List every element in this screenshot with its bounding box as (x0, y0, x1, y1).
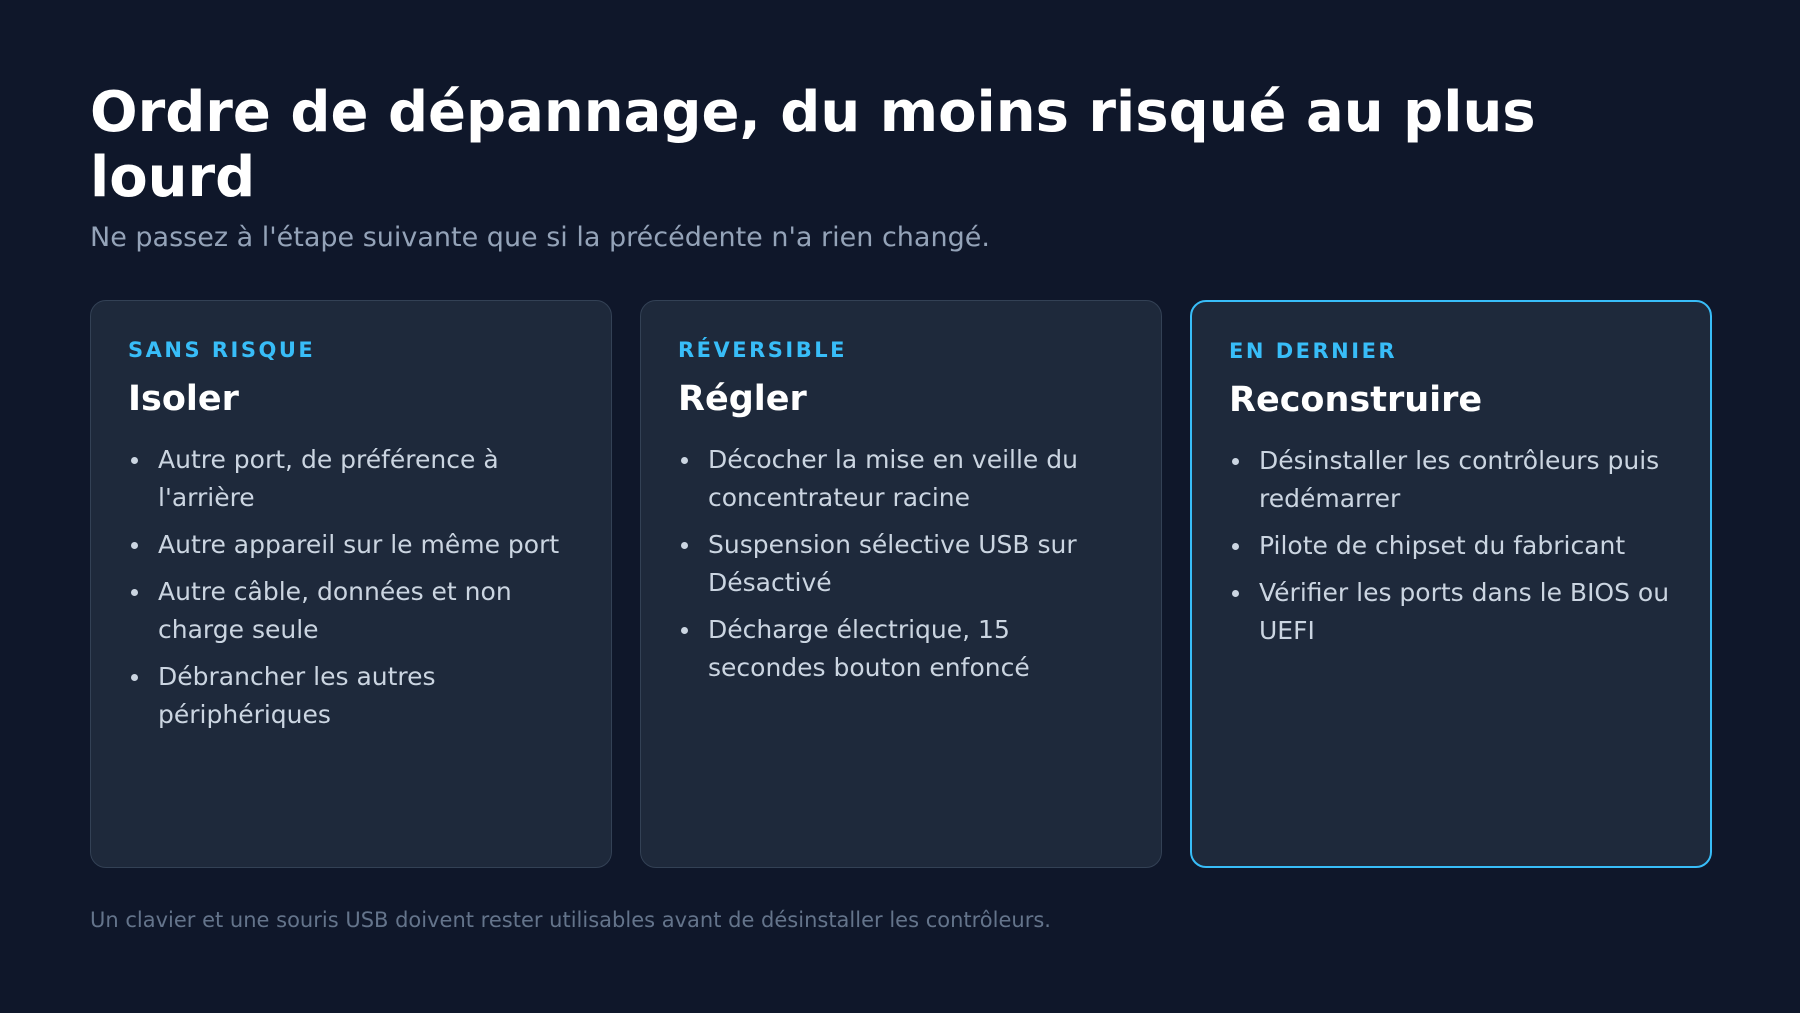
card-eyebrow: SANS RISQUE (128, 338, 316, 362)
card-title: Reconstruire (1229, 380, 1483, 420)
list-item (128, 658, 575, 734)
bullet-dot-icon (131, 542, 138, 549)
list-item-text: Désinstaller les contrôleurs puis redémarrer (1259, 446, 1660, 513)
list-item (1229, 574, 1674, 650)
card-bullet-list (128, 441, 575, 734)
bullet-dot-icon (131, 674, 138, 681)
bullet-dot-icon (1232, 590, 1239, 597)
step-card-regler (640, 300, 1162, 868)
bullet-dot-icon (681, 627, 688, 634)
list-item-text: Vérifier les ports dans le BIOS ou UEFI (1259, 578, 1670, 645)
bullet-dot-icon (681, 542, 688, 549)
list-item (1229, 442, 1674, 518)
bullet-dot-icon (1232, 458, 1239, 465)
step-card-isoler (90, 300, 612, 868)
list-item-text: Autre câble, données et non charge seule (158, 577, 512, 644)
card-title: Isoler (128, 379, 239, 419)
list-item (128, 441, 575, 517)
list-item-text: Autre port, de préférence à l'arrière (158, 445, 499, 512)
footnote: Un clavier et une souris USB doivent rester utilisables avant de désinstaller les contrôleurs. (90, 908, 1051, 932)
list-item (678, 441, 1125, 517)
card-title: Régler (678, 379, 807, 419)
card-bullet-list (678, 441, 1125, 687)
list-item (128, 526, 575, 564)
card-eyebrow: RÉVERSIBLE (678, 338, 847, 362)
list-item-text: Autre appareil sur le même port (158, 530, 560, 559)
list-item-text: Pilote de chipset du fabricant (1259, 531, 1626, 560)
bullet-dot-icon (681, 457, 688, 464)
list-item (1229, 527, 1674, 565)
page-subtitle: Ne passez à l'étape suivante que si la précédente n'a rien changé. (90, 222, 990, 253)
bullet-dot-icon (131, 589, 138, 596)
list-item (678, 526, 1125, 602)
list-item (678, 611, 1125, 687)
list-item-text: Suspension sélective USB sur Désactivé (708, 530, 1077, 597)
card-bullet-list (1229, 442, 1674, 650)
page-title: Ordre de dépannage, du moins risqué au plus lourd (90, 80, 1536, 210)
bullet-dot-icon (131, 457, 138, 464)
list-item (128, 573, 575, 649)
card-eyebrow: EN DERNIER (1229, 339, 1398, 363)
step-card-reconstruire (1190, 300, 1712, 868)
list-item-text: Décharge électrique, 15 secondes bouton enfoncé (708, 615, 1030, 682)
step-cards (90, 300, 1710, 868)
list-item-text: Débrancher les autres périphériques (158, 662, 436, 729)
bullet-dot-icon (1232, 543, 1239, 550)
list-item-text: Décocher la mise en veille du concentrateur racine (708, 445, 1078, 512)
